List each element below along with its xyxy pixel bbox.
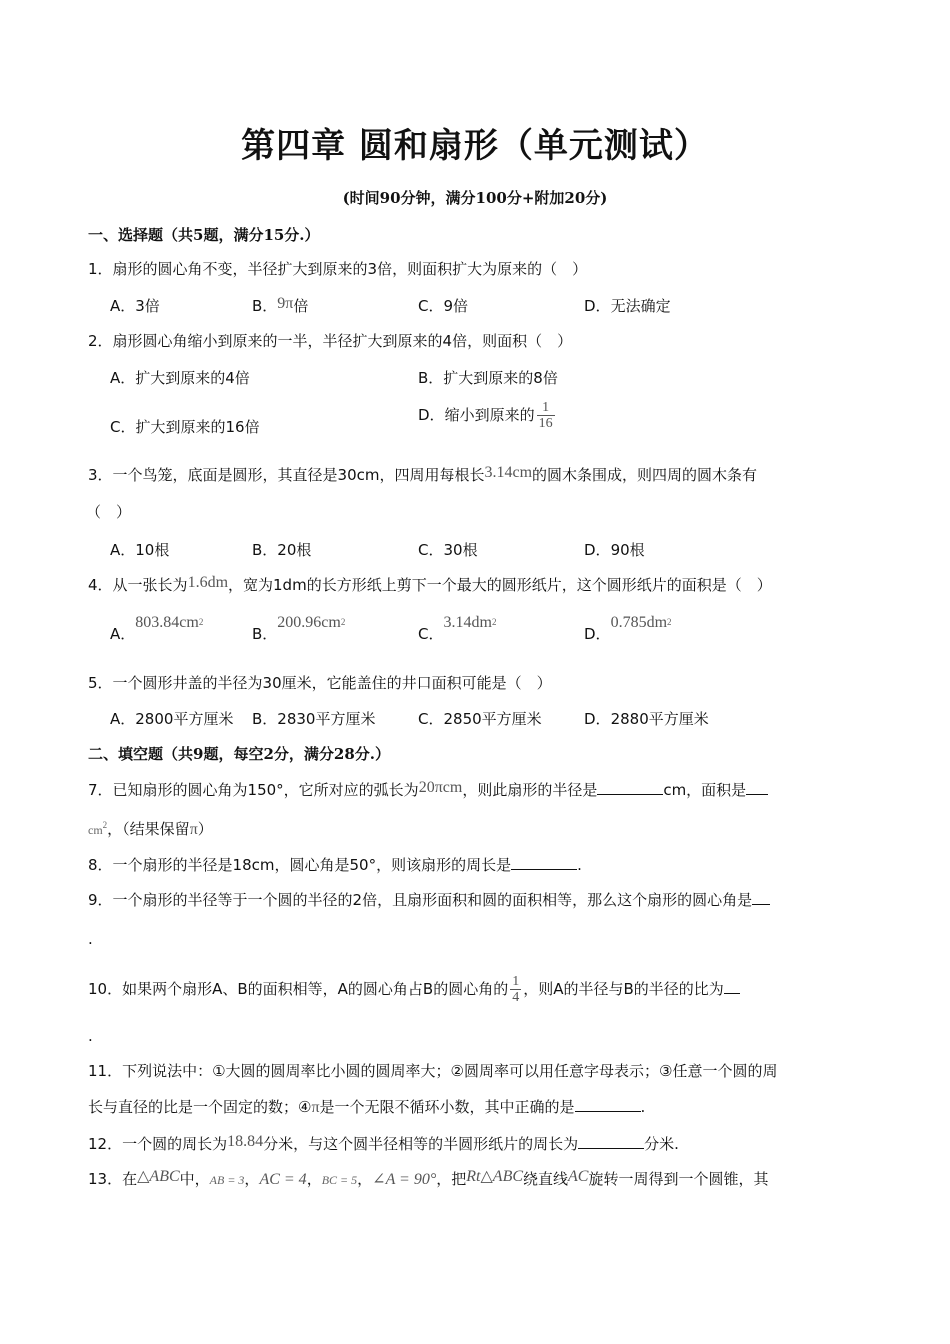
question-8: 8．一个扇形的半径是18cm，圆心角是50°，则该扇形的周长是 . — [88, 856, 582, 874]
question-number: 12． — [88, 1135, 123, 1153]
question-number: 5． — [88, 674, 113, 692]
exam-info: (时间90分钟，满分100分+附加20分) — [342, 189, 608, 207]
math-expression: 1.6dm — [187, 574, 229, 591]
question-number: 10． — [88, 980, 123, 998]
option-b: B．20根 — [252, 541, 312, 559]
option-a: A．扩大到原来的4倍 — [110, 369, 250, 387]
question-3: 3．一个鸟笼，底面是圆形，其直径是30cm，四周用每根长3.14cm的圆木条围成，则四周的圆木条有 — [88, 464, 758, 484]
page-title: 第四章 圆和扇形（单元测试） — [241, 126, 709, 166]
question-13: 13．在△ABC中，AB = 3，AC = 4，BC = 5，∠A = 90°，把Rt△ABC绕直线AC旋转一周得到一个圆锥，其 — [88, 1168, 769, 1188]
option-c: C．9倍 — [418, 297, 469, 315]
section-heading-fill: 二、填空题（共9题，每空2分，满分28分.） — [88, 745, 390, 763]
option-b: B．$200.96cm^2$ — [252, 614, 346, 643]
math-expression: 20πcm — [418, 779, 463, 796]
option-c: C．扩大到原来的16倍 — [110, 418, 260, 436]
section-heading-choice: 一、选择题（共5题，满分15分.） — [88, 226, 320, 244]
option-c: C．30根 — [418, 541, 478, 559]
answer-blank — [597, 779, 663, 795]
answer-blank — [752, 889, 770, 905]
question-number: 9． — [88, 891, 113, 909]
question-10: 10．如果两个扇形A、B的面积相等，A的圆心角占B的圆心角的 $\frac{1}{4}$ ，则A的半径与B的半径的比为 — [88, 974, 740, 1005]
option-d: D．$0.785dm^2$ — [584, 614, 672, 643]
math-expression: 9π — [277, 295, 294, 312]
question-number: 2． — [88, 332, 113, 350]
answer-blank — [724, 978, 740, 994]
question-9-end: . — [88, 930, 93, 948]
option-b: B．扩大到原来的8倍 — [418, 369, 558, 387]
option-d: D．90根 — [584, 541, 645, 559]
question-number: 4． — [88, 576, 113, 594]
question-text: 扇形的圆心角不变，半径扩大到原来的3倍，则面积扩大为原来的（ ） — [112, 260, 588, 278]
question-text: 一个圆形井盖的半径为30厘米，它能盖住的井口面积可能是（ ） — [112, 674, 552, 692]
option-c: C．$3.14dm^2$ — [418, 614, 497, 643]
question-number: 13． — [88, 1170, 123, 1188]
fraction: $\frac{1}{4}$ — [512, 974, 520, 1005]
question-text: 扇形圆心角缩小到原来的一半，半径扩大到原来的4倍，则面积（ ） — [112, 332, 573, 350]
option-a: A．2800平方厘米 — [110, 710, 234, 728]
fraction: $\frac{1}{16}$ — [538, 400, 553, 431]
question-7: 7．已知扇形的圆心角为150°，它所对应的弧长为20πcm，则此扇形的半径是 cm，面积是 — [88, 779, 768, 802]
answer-blank — [578, 1133, 644, 1149]
question-3-continued: （ ） — [86, 503, 132, 521]
question-number: 8． — [88, 856, 113, 874]
question-12: 12．一个圆的周长为18.84分米，与这个圆半径相等的半圆形纸片的周长为 分米. — [88, 1133, 679, 1153]
option-d: D．无法确定 — [584, 297, 671, 315]
question-number: 11． — [88, 1062, 123, 1080]
question-7-continued: $cm^2$，（结果保留π） — [88, 820, 213, 838]
question-5 — [88, 672, 552, 694]
option-b: B．2830平方厘米 — [252, 710, 376, 728]
question-11: 11．下列说法中：①大圆的圆周率比小圆的圆周率大；②圆周率可以用任意字母表示；③任意一个圆的周 — [88, 1062, 778, 1080]
answer-blank — [511, 854, 577, 870]
answer-blank — [746, 779, 768, 795]
question-number: 1． — [88, 260, 113, 278]
unit: cm — [88, 823, 103, 837]
question-1 — [88, 258, 587, 280]
question-9: 9．一个扇形的半径等于一个圆的半径的2倍，且扇形面积和圆的面积相等，那么这个扇形的圆心角是 — [88, 889, 770, 911]
option-a: A．10根 — [110, 541, 170, 559]
option-a: A．3倍 — [110, 297, 160, 315]
option-d: D．缩小到原来的 $\frac{1}{16}$ — [418, 400, 553, 431]
option-a: A．$803.84cm^2$ — [110, 614, 204, 643]
option-c: C．2850平方厘米 — [418, 710, 542, 728]
question-number: 7． — [88, 781, 113, 799]
math-expression: 3.14cm — [484, 464, 533, 481]
option-d: D．2880平方厘米 — [584, 710, 709, 728]
question-2 — [88, 330, 572, 352]
question-10-end: . — [88, 1027, 93, 1045]
question-11-continued: 长与直径的比是一个固定的数；④π是一个无限不循环小数，其中正确的是 . — [88, 1098, 646, 1116]
answer-blank — [575, 1096, 641, 1112]
math-expression: 18.84 — [227, 1133, 264, 1150]
question-number: 3． — [88, 466, 113, 484]
option-b: B．9π倍 — [252, 295, 309, 315]
question-4: 4．从一张长为1.6dm，宽为1dm的长方形纸上剪下一个最大的圆形纸片，这个圆形纸片的面积是（ ） — [88, 574, 772, 594]
